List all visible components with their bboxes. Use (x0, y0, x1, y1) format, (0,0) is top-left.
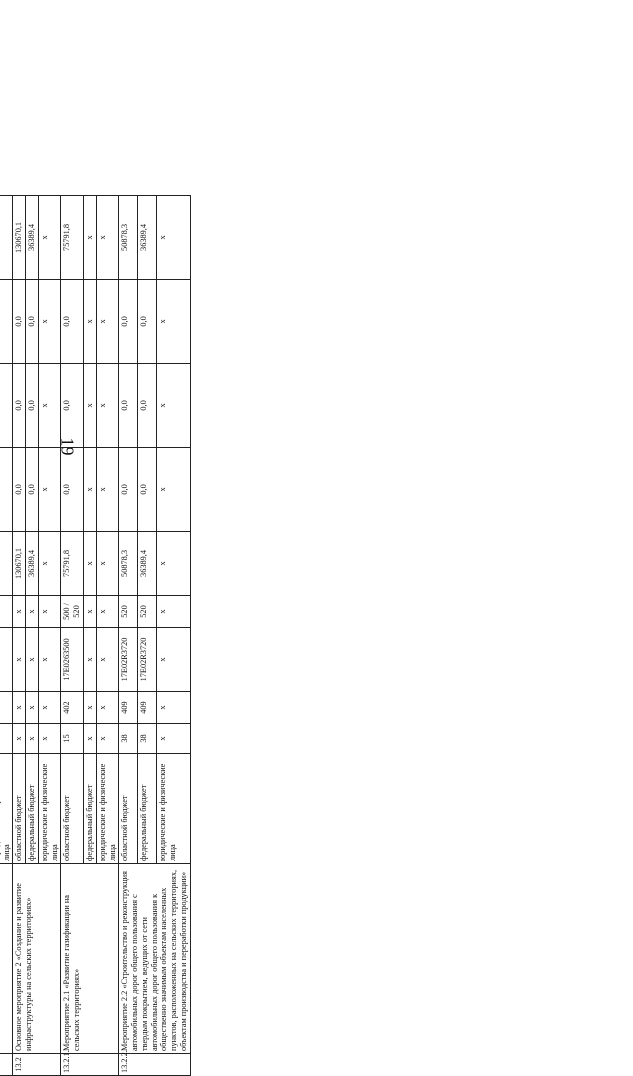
y2018-cell: х (96, 363, 119, 447)
y2020-cell: 75791,8 (61, 195, 84, 279)
y2019-cell: х (83, 279, 96, 363)
y2020-cell: х (38, 195, 61, 279)
source-cell: федеральный бюджет (26, 754, 39, 864)
y2020-cell: х (157, 195, 191, 279)
grbs-cell: 38 (138, 724, 157, 754)
total-cell: х (38, 531, 61, 595)
row-name (0, 864, 13, 1054)
grbs-cell: х (96, 724, 119, 754)
csr-cell (0, 628, 13, 692)
y2017-cell: х (157, 447, 191, 531)
y2019-cell: 0,0 (13, 279, 26, 363)
total-cell: 36389,4 (138, 531, 157, 595)
grbs-cell (0, 724, 13, 754)
grbs-cell: х (157, 724, 191, 754)
total-cell (0, 531, 13, 595)
total-cell: х (83, 531, 96, 595)
rzpr-cell (0, 692, 13, 724)
vr-cell: 520 (138, 595, 157, 627)
vr-cell: х (26, 595, 39, 627)
y2017-cell: 0,0 (26, 447, 39, 531)
y2020-cell: 130670,1 (13, 195, 26, 279)
y2017-cell: 0,0 (13, 447, 26, 531)
y2018-cell: 0,0 (119, 363, 138, 447)
y2017-cell: х (96, 447, 119, 531)
rzpr-cell: х (96, 692, 119, 724)
y2017-cell: х (83, 447, 96, 531)
row-number: 13.2.1. (61, 1054, 119, 1076)
y2019-cell: х (157, 279, 191, 363)
source-cell: юридические и физические лица (157, 754, 191, 864)
source-cell: юридические и физические лица (96, 754, 119, 864)
budget-table (0, 195, 191, 1076)
source-cell: юридические и физические лица (38, 754, 61, 864)
csr-cell: х (38, 628, 61, 692)
y2020-cell: 36389,4 (26, 195, 39, 279)
vr-cell: 500 / 520 (61, 595, 84, 627)
table-row (13, 195, 26, 1075)
rzpr-cell: 409 (119, 692, 138, 724)
row-number (0, 1054, 13, 1076)
y2018-cell: 0,0 (138, 363, 157, 447)
csr-cell: х (96, 628, 119, 692)
rotated-table-container (0, 196, 410, 1076)
y2017-cell: 0,0 (119, 447, 138, 531)
y2017-cell: х (38, 447, 61, 531)
y2019-cell: х (96, 279, 119, 363)
vr-cell: х (157, 595, 191, 627)
grbs-cell: 38 (119, 724, 138, 754)
grbs-cell: х (13, 724, 26, 754)
vr-cell: х (83, 595, 96, 627)
y2018-cell: х (38, 363, 61, 447)
y2020-cell: 36389,4 (138, 195, 157, 279)
table-row (61, 195, 84, 1075)
vr-cell: х (96, 595, 119, 627)
csr-cell: 17Е0263500 (61, 628, 84, 692)
grbs-cell: х (26, 724, 39, 754)
vr-cell: х (38, 595, 61, 627)
y2018-cell: 0,0 (26, 363, 39, 447)
grbs-cell: х (38, 724, 61, 754)
source-cell: областной бюджет (61, 754, 84, 864)
row-name: Основное мероприятие 2 «Создание и развитие инфраструктуры на сельских территориях» (13, 864, 61, 1054)
page-number: 19 (57, 437, 78, 456)
y2018-cell: 0,0 (61, 363, 84, 447)
vr-cell: 520 (119, 595, 138, 627)
y2017-cell: 0,0 (61, 447, 84, 531)
y2019-cell: 0,0 (138, 279, 157, 363)
y2019-cell (0, 279, 13, 363)
y2020-cell: 50878,3 (119, 195, 138, 279)
vr-cell (0, 595, 13, 627)
y2019-cell: х (38, 279, 61, 363)
y2020-cell: х (83, 195, 96, 279)
total-cell: х (157, 531, 191, 595)
y2020-cell (0, 195, 13, 279)
csr-cell: х (83, 628, 96, 692)
y2019-cell: 0,0 (61, 279, 84, 363)
total-cell: 50878,3 (119, 531, 138, 595)
rzpr-cell: х (83, 692, 96, 724)
table-body (0, 195, 190, 1075)
y2017-cell (0, 447, 13, 531)
y2018-cell: 0,0 (13, 363, 26, 447)
rzpr-cell: 402 (61, 692, 84, 724)
row-number: 13.2 (13, 1054, 61, 1076)
grbs-cell: х (83, 724, 96, 754)
y2018-cell (0, 363, 13, 447)
rzpr-cell: х (38, 692, 61, 724)
y2018-cell: х (157, 363, 191, 447)
rzpr-cell: 409 (138, 692, 157, 724)
y2019-cell: 0,0 (119, 279, 138, 363)
y2017-cell: 0,0 (138, 447, 157, 531)
source-cell: областной бюджет (13, 754, 26, 864)
total-cell: 130670,1 (13, 531, 26, 595)
source-cell: лица (0, 754, 13, 864)
csr-cell: 17Е02R3720 (119, 628, 138, 692)
total-cell: 36389,4 (26, 531, 39, 595)
total-cell: 75791,8 (61, 531, 84, 595)
csr-cell: х (157, 628, 191, 692)
source-cell: федеральный бюджет (138, 754, 157, 864)
row-name: Мероприятие 2.2 «Строительство и реконструкция автомобильных дорог общего пользования с твердым покрытием, ведущих от сети автомобильных дорог общего пользования к общественно значимым объектам населенных пунктов, расположенных на сельских территориях, объектам производства и переработки продукции» (119, 864, 190, 1054)
total-cell: х (96, 531, 119, 595)
row-name: Мероприятие 2.1 «Развитие газификации на сельских территориях» (61, 864, 119, 1054)
row-number: 13.2.2. (119, 1054, 190, 1076)
vr-cell: х (13, 595, 26, 627)
rzpr-cell: х (26, 692, 39, 724)
csr-cell: 17Е02R3720 (138, 628, 157, 692)
y2019-cell: 0,0 (26, 279, 39, 363)
source-cell: областной бюджет (119, 754, 138, 864)
csr-cell: х (13, 628, 26, 692)
csr-cell: х (26, 628, 39, 692)
rzpr-cell: х (13, 692, 26, 724)
table-row (119, 195, 138, 1075)
y2018-cell: х (83, 363, 96, 447)
y2020-cell: х (96, 195, 119, 279)
rzpr-cell: х (157, 692, 191, 724)
grbs-cell: 15 (61, 724, 84, 754)
source-cell: федеральный бюджет (83, 754, 96, 864)
